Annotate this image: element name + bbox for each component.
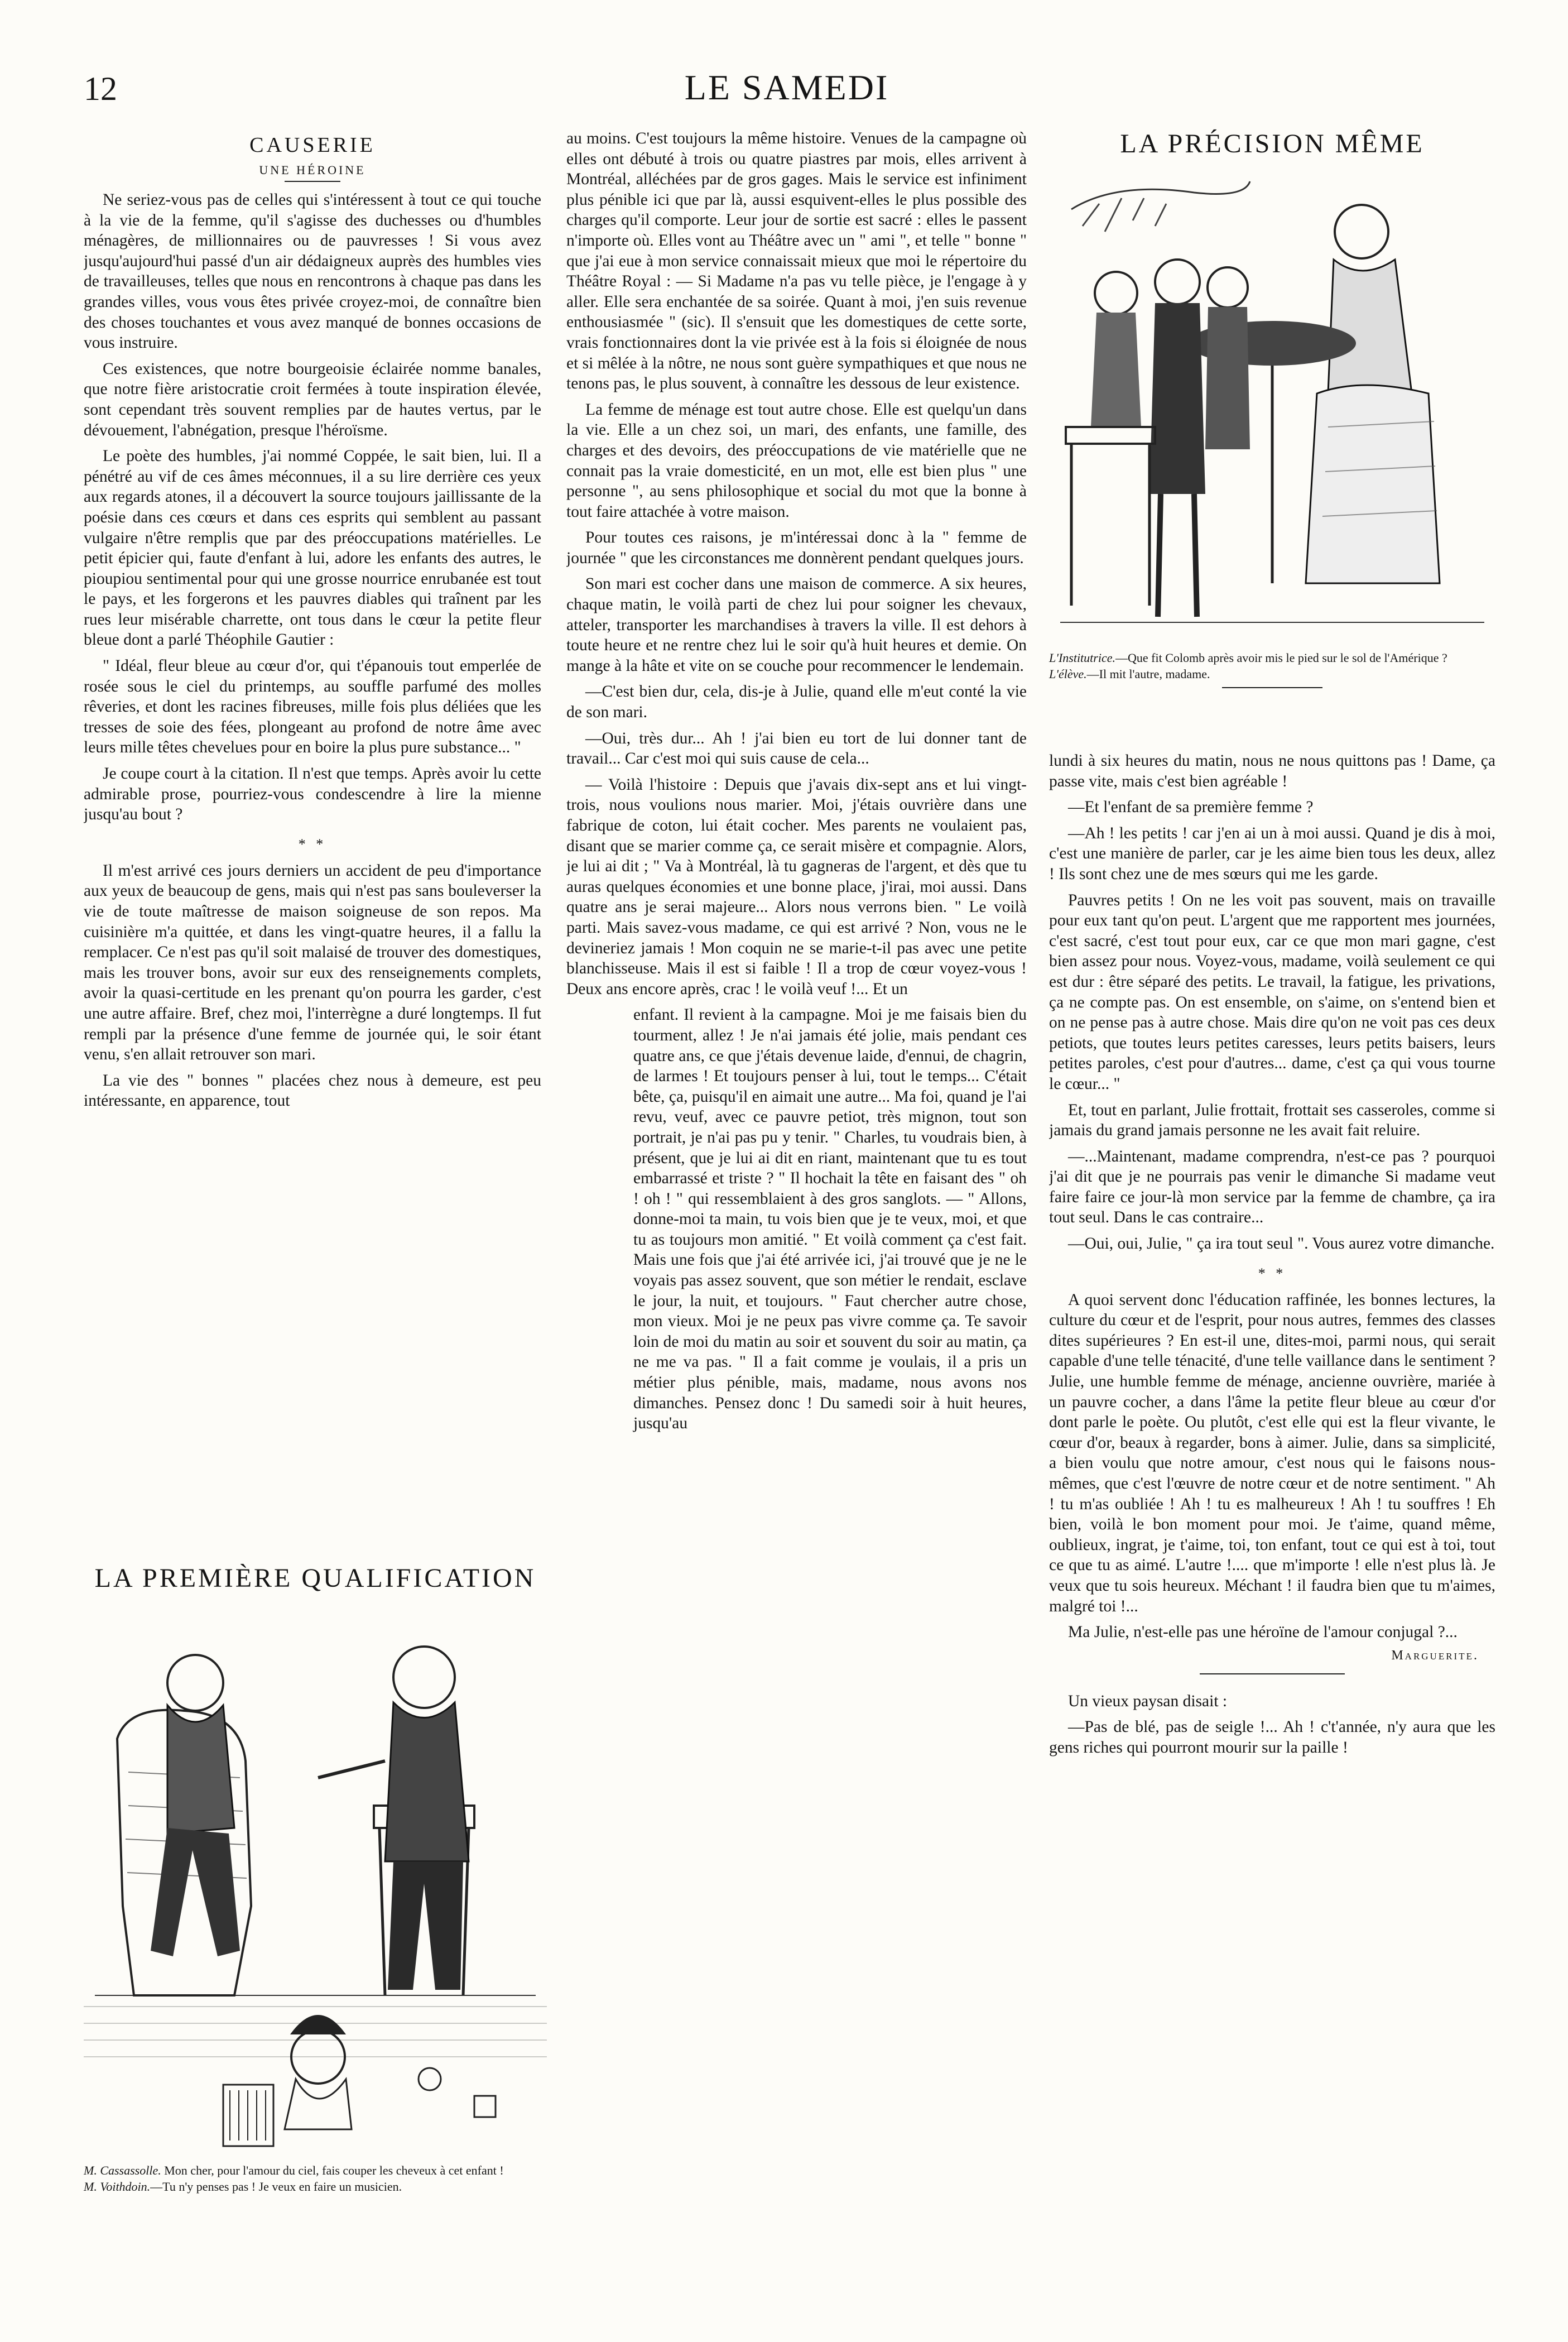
paragraph: —Et l'enfant de sa première femme ?: [1068, 798, 1314, 817]
paragraph: —Ah ! les petits ! car j'en ai un à moi aussi. Quand je dis à moi, c'est une manière de parler, car je les aime bien tous les deux, allez ! Ils sont chez une de mes sœurs qui me les garde.: [1049, 824, 1495, 883]
paragraph: Je coupe court à la citation. Il n'est que temps. Après avoir lu cette admirable prose, pourriez-vous condescendre à lire la mienne jusqu'au bout ?: [84, 765, 541, 824]
column-3: [1049, 751, 1495, 2174]
paragraph: au moins. C'est toujours la même histoire. Venues de la campagne où elles ont débuté à trois ou quatre piastres par mois, elles arrivent à Montréal, alléchées par de gros gages. Mais le service est infiniment plus pénible ici que par là, aussi esquivent-elles le plus possible des charges qu'il comporte. Leur jour de sortie est sacré : elles le passent n'importe où. Elles vont au Théâtre avec un " ami ", et telle " bonne " que j'ai eue à mon service connaissait mieux que moi le répertoire du Théâtre Royal : — Si Madame n'a pas vu telle pièce, je l'engage à y aller. Elle sera enchantée de sa soirée. Quant à moi, j'en suis revenue enthousiasmée " (sic). Il s'ensuit que les domestiques de cette sorte, vrais fonctionnaires dont la vie privée est à la fois si éloignée de nous et si mêlée à la nôtre, ne nous sont guère sympathiques et que nous ne tenons pas, le plus souvent, à connaître les dessous de leur existence.: [566, 129, 1027, 393]
caption-line: [1049, 650, 1495, 665]
cartoon-caption: [1049, 650, 1495, 682]
caption-speaker: M. Voithdoin.: [84, 2180, 151, 2194]
paragraph: —...Maintenant, madame comprendra, n'est-ce pas ? pourquoi j'ai dit que je ne pourrais pas venir le dimanche Si madame veut faire faire ce jour-là mon service par la femme de chambre, ça ira tout seul. Dans le cas contraire...: [1049, 1147, 1495, 1227]
cartoon-title: LA PREMIÈRE QUALIFICATION: [94, 1563, 536, 1593]
cartoon-caption: [84, 2163, 547, 2194]
paragraph: —Oui, oui, Julie, " ça ira tout seul ". Vous aurez votre dimanche.: [1068, 1235, 1495, 1253]
column-1: [84, 128, 541, 1574]
paragraph: Le poète des humbles, j'ai nommé Coppée, le sait bien, lui. Il a pénétré au vif de ces âmes méconnues, il a su lire derrière ces yeux aux regards atones, il a découvert la source toujours jaillissante de la poésie dans ces cœurs et dans ces esprits qui semblent au passant vulgaire n'être remplis que par des préoccupations matérielles. Le petit épicier qui, faute d'enfant à lui, adore les enfants des autres, le pioupiou sentimental pour qui une grosse nourrice enrubanée est tout le pays, et les forgerons et les pauvres diables qui traînent par les rues leur misérable charrette, ont tous dans le cœur la petite fleur bleue dont a parlé Théophile Gautier :: [84, 447, 541, 649]
cartoon-premiere-qualification: [84, 1563, 547, 2266]
signature: Marguerite.: [1391, 1648, 1479, 1663]
paragraph: —Oui, très dur... Ah ! j'ai bien eu tort de lui donner tant de travail... Car c'est moi qui suis cause de cela...: [566, 729, 1027, 768]
paragraph: Il m'est arrivé ces jours derniers un accident de peu d'importance aux yeux de beaucoup de gens, mais qui n'est pas sans bouleverser la vie de toute maîtresse de maison soigneuse de son repos. Ma cuisinière m'a quittée, et dans les vingt-quatre heures, il a fallu la remplacer. Ce n'est pas qu'il soit malaisé de trouver des domestiques, mais les trouver bons, avoir sur eux des renseignements complets, avoir la quasi-certitude en les prenant qu'on pourra les garder, c'est une autre affaire. Bref, chez moi, l'interrègne a duré longtemps. Il fut rempli par la présence d'une femme de journée qui, le soir étant venu, s'en allait retrouver son mari.: [84, 861, 541, 1064]
caption-text: —Que fit Colomb après avoir mis le pied sur le sol de l'Amérique ?: [1115, 651, 1447, 665]
paragraph: Un vieux paysan disait :: [1068, 1692, 1228, 1710]
caption-text: —Il mit l'autre, madame.: [1086, 667, 1210, 681]
paragraph: —Pas de blé, pas de seigle !... Ah ! c't'année, n'y aura que les gens riches qui pourront mourir sur la paille !: [1049, 1718, 1495, 1756]
paragraph: —C'est bien dur, cela, dis-je à Julie, quand elle m'eut conté la vie de son mari.: [566, 683, 1027, 722]
caption-text: —Tu n'y penses pas ! Je veux en faire un musicien.: [150, 2180, 402, 2194]
paragraph: Ma Julie, n'est-elle pas une héroïne de l'amour conjugal ?...: [1068, 1623, 1458, 1642]
section-separator: * *: [298, 836, 327, 852]
cartoon-illustration: [84, 1594, 547, 2163]
cartoon-illustration: [1049, 159, 1495, 650]
paragraph: lundi à six heures du matin, nous ne nous quittons pas ! Dame, ça passe vite, mais c'est bien agréable !: [1049, 752, 1495, 790]
paragraph: — Voilà l'histoire : Depuis que j'avais dix-sept ans et lui vingt-trois, nous voulions nous marier. Moi, j'étais ouvrière dans une fabrique de coton, lui était cocher. Mes parents ne voulaient pas, disant que se marier comme ça, ce serait misère et compagnie. Alors, je lui ai dit ; " Va à Montréal, là tu gagneras de l'argent, et dès que tu auras quelques économies et une bonne place, j'irai, moi aussi. Dans quatre ans je serai majeure... Alors nous verrons bien. " Le voilà parti. Mais savez-vous madame, ce qui est arrivé ? Non, vous ne le devineriez jamais ! Mon coquin ne se marie-t-il pas avec une petite blanchisseuse. Mais il est si faible ! Il a trop de cœur voyez-vous ! Deux ans encore après, crac ! le voilà veuf !... Et un: [566, 775, 1027, 998]
cartoon-title: LA PRÉCISION MÊME: [1120, 129, 1425, 159]
caption-speaker: L'élève.: [1049, 667, 1087, 681]
newspaper-title: LE SAMEDI: [684, 68, 889, 107]
heading-rule: [285, 181, 340, 182]
section-rule: [1222, 687, 1322, 688]
section-rule: [1200, 1673, 1345, 1674]
paragraph: A quoi servent donc l'éducation raffinée, les bonnes lectures, la culture du cœur et de l'esprit, pour nous autres, femmes des classes dites supérieures ? En est-il une, dites-moi, parmi nous, qui serait capable d'une telle ténacité, d'une telle vaillance dans le sentiment ? Julie, une humble femme de ménage, ancienne ouvrière, mariée à un pauvre cocher, a dans l'âme la petite fleur bleue au cœur d'or dont parle le poète. Ou plutôt, c'est elle qui est la fleur vivante, le cœur d'or, beaux à regarder, bons à aimer. Julie, dans sa simplicité, a bien voulu que notre amour, c'est nous qui le faisons nous-mêmes, que c'est l'œuvre de notre cœur et de notre sentiment. " Ah ! tu m'as oubliée ! Ah ! tu es malheureux ! Ah ! tu souffres ! Eh bien, voilà le bon moment pour moi. Je t'aime, quand même, oublieux, ingrat, je t'aime, toi, ton enfant, tout ce qui est à toi, tout ce que tu as aimé. L'autre !.... que m'importe ! elle n'est plus là. Je veux que tu sois heureux. Méchant ! il faudra bien que tu m'aimes, malgré toi !...: [1049, 1290, 1495, 1615]
paragraph: Pour toutes ces raisons, je m'intéressai donc à la " femme de journée " que les circonstances me donnèrent pendant quelques jours.: [566, 529, 1027, 567]
section-separator: * *: [1258, 1265, 1287, 1282]
paragraph: La vie des " bonnes " placées chez nous à demeure, est peu intéressante, en apparence, tout: [84, 1071, 541, 1110]
paragraph: Et, tout en parlant, Julie frottait, frottait ses casseroles, comme si jamais du grand jamais personne ne les avait fait reluire.: [1049, 1101, 1495, 1140]
paragraph: Son mari est cocher dans une maison de commerce. A six heures, chaque matin, le voilà parti de chez lui pour soigner les chevaux, atteler, transporter les marchandises à travers la ville. Il est dehors à toute heure et ne rentre chez lui le soir qu'à huit heures et demie. On mange à la hâte et vite on se couche pour recommencer le lendemain.: [566, 575, 1027, 675]
caption-text: Mon cher, pour l'amour du ciel, fais couper les cheveux à cet enfant !: [161, 2163, 504, 2177]
caption-speaker: M. Cassassolle.: [84, 2163, 161, 2177]
paragraph: " Idéal, fleur bleue au cœur d'or, qui t'épanouis tout emperlée de rosée sous le ciel du printemps, au souffle parfumé des molles rêveries, et dont les racines fibreuses, mille fois plus déliées que les tresses de soie des fées, plongeant au profond de notre âme avec leurs mille têtes chevelues pour en boire la plus pure substance... ": [84, 657, 541, 757]
causerie-heading: CAUSERIE: [249, 133, 376, 157]
paragraph: enfant. Il revient à la campagne. Moi je me faisais bien du tourment, allez ! Je n'ai jamais été jolie, mais pendant ces quatre ans, ce que j'étais devenue laide, d'ennui, de chagrin, de larmes ! Et toujours penser à lui, tout le temps... C'était bête, ça, puisqu'il en aimait une autre... Ma foi, quand je l'ai revu, veuf, avec ce pauvre petiot, très mignon, tout son portrait, je n'ai pas pu y tenir. " Charles, tu voudrais bien, à présent, que je lui ai dit en riant, maintenant que tu es tout embarrassé et triste ? " Il hochait la tête en faisant des " oh ! oh ! " qui ressemblaient à des gros sanglots. — " Allons, donne-moi ta main, tu vois bien que je te veux, moi, et que tu as toujours mon amitié. " Et voilà comment ça c'est fait. Mais une fois que j'ai été arrivée ici, j'ai trouvé que je ne le voyais pas assez souvent, que son métier le rendait, esclave le jour, la nuit, et toujours. " Faut chercher autre chose, mon vieux. Moi je ne peux pas vivre comme ça. Te savoir loin de moi du matin au soir et souvent du soir au matin, ça ne me va pas. " Il a fait comme je voulais, il a pris un métier plus pénible, mais, madame, nous avons nos dimanches. Pensez donc ! Du samedi soir à huit heures, jusqu'au: [633, 1006, 1027, 1433]
page-number: 12: [84, 70, 117, 107]
paragraph: Ne seriez-vous pas de celles qui s'intéressent à tout ce qui touche à la vie de la femme, qu'il s'agisse des duchesses ou d'humbles ménagères, de millionnaires ou de pauvresses ! Si vous avez jusqu'aujourd'hui passé d'un air dédaigneux auprès des humbles vies de travailleuses, telles que nous en rencontrons à chaque pas dans les grandes villes, vous vous êtes privée croyez-moi, de connaître bien des choses touchantes et vous avez manqué de bonnes occasions de vous instruire.: [84, 191, 541, 352]
caption-speaker: L'Institutrice.: [1049, 651, 1115, 665]
caption-line: [1049, 666, 1495, 682]
page-header: [84, 64, 1490, 114]
cartoon-precision-meme: [1049, 128, 1495, 737]
column-2: [566, 128, 1027, 2305]
paragraph: Pauvres petits ! On ne les voit pas souvent, mais on travaille pour eux tant qu'on peut. L'argent que me rapportent mes journées, c'est sacré, c'est tout pour eux, car ce que mon mari gagne, c'est bien assez pour nous. Voyez-vous, madame, voilà seulement ce qui est dur : être séparé des petits. Le travail, la fatigue, les privations, ça ne compte pas. On est ensemble, on s'aime, on s'entend bien et on ne pense pas à autre chose. Mais dire qu'on ne voit pas ces deux petiots, que toutes leurs petites caresses, leurs petits baisers, leurs petites paroles, c'est pour d'autres... dame, c'est ça qui vous tourne le cœur... ": [1049, 891, 1495, 1093]
paragraph: Ces existences, que notre bourgeoisie éclairée nomme banales, que notre fière aristocratie croit fermées à toute inspiration élevée, sont cependant très souvent remplies par de hautes vertus, par le dévouement, l'abnégation, presque l'héroïsme.: [84, 359, 541, 439]
caption-line: [84, 2179, 547, 2194]
causerie-subheading: UNE HÉROINE: [259, 163, 366, 177]
paragraph: La femme de ménage est tout autre chose. Elle est quelqu'un dans la vie. Elle a un chez soi, un mari, des enfants, une famille, des charges et des devoirs, des préoccupations de vie matérielle que ne connait pas la vraie domesticité, en un mot, elle est bien plus " une personne ", au sens philosophique et social du mot que la bonne à tout faire attachée à votre maison.: [566, 400, 1027, 521]
caption-line: [84, 2163, 547, 2178]
